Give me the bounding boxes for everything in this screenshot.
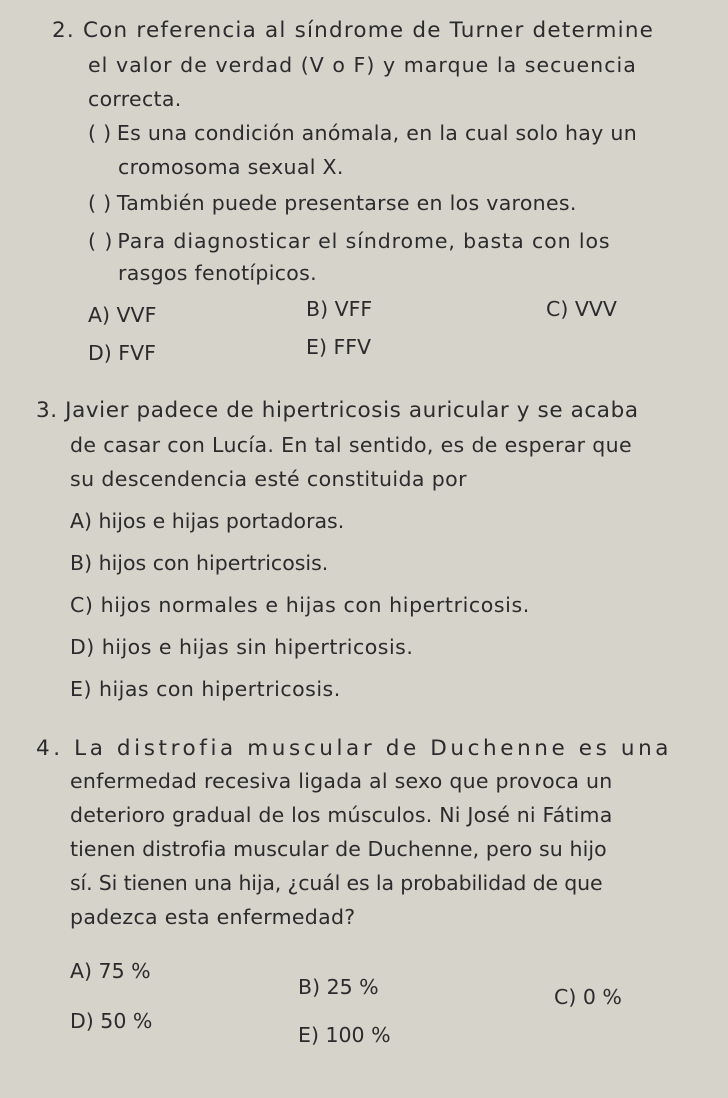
- truth-mark-blank[interactable]: ( ): [88, 121, 112, 145]
- statement-text: Para diagnosticar el síndrome, basta con los: [117, 229, 611, 253]
- q2-option-d[interactable]: D) FVF: [88, 341, 156, 365]
- q4-option-c[interactable]: C) 0 %: [554, 985, 622, 1009]
- q3-line-2: de casar con Lucía. En tal sentido, es de esperar que: [70, 433, 632, 457]
- q4-option-a[interactable]: A) 75 %: [70, 959, 151, 983]
- q2-option-e[interactable]: E) FFV: [306, 335, 372, 359]
- q3-option-d[interactable]: D) hijos e hijas sin hipertricosis.: [70, 635, 414, 659]
- statement-text: También puede presentarse en los varones.: [116, 191, 577, 215]
- q4-option-e[interactable]: E) 100 %: [298, 1023, 391, 1047]
- q2-option-b[interactable]: B) VFF: [306, 297, 373, 321]
- q4-option-d[interactable]: D) 50 %: [70, 1009, 153, 1033]
- q3-line-3: su descendencia esté constituida por: [70, 467, 467, 491]
- q4-line-6: padezca esta enfermedad?: [70, 905, 356, 929]
- q4-line-1: 4. La distrofia muscular de Duchenne es una: [36, 736, 673, 761]
- q4-line-5: sí. Si tienen una hija, ¿cuál es la probabilidad de que: [70, 871, 603, 895]
- q2-statement-1-cont: cromosoma sexual X.: [118, 155, 344, 179]
- q3-option-b[interactable]: B) hijos con hipertricosis.: [70, 551, 329, 575]
- truth-mark-blank[interactable]: ( ): [88, 191, 112, 215]
- q2-statement-3: [88, 228, 611, 254]
- q2-option-c[interactable]: C) VVV: [546, 297, 617, 321]
- statement-text: Es una condición anómala, en la cual solo hay un: [116, 121, 637, 145]
- q2-line-3: correcta.: [88, 87, 182, 111]
- q2-statement-1: [88, 120, 637, 146]
- q2-line-2: el valor de verdad (V o F) y marque la secuencia: [88, 53, 637, 77]
- q3-line-1: 3. Javier padece de hipertricosis auricular y se acaba: [36, 398, 639, 423]
- q4-line-4: tienen distrofia muscular de Duchenne, pero su hijo: [70, 837, 607, 861]
- q3-option-c[interactable]: C) hijos normales e hijas con hipertricosis.: [70, 593, 530, 617]
- q2-statement-3-cont: rasgos fenotípicos.: [118, 261, 317, 285]
- q4-line-2: enfermedad recesiva ligada al sexo que provoca un: [70, 769, 613, 793]
- q2-line-1: 2. Con referencia al síndrome de Turner determine: [52, 18, 655, 43]
- q2-statement-2: [88, 190, 577, 216]
- q4-option-b[interactable]: B) 25 %: [298, 975, 379, 999]
- q3-option-a[interactable]: A) hijos e hijas portadoras.: [70, 509, 345, 533]
- q2-option-a[interactable]: A) VVF: [88, 303, 157, 327]
- q4-line-3: deterioro gradual de los músculos. Ni José ni Fátima: [70, 803, 613, 827]
- truth-mark-blank[interactable]: ( ): [88, 229, 114, 253]
- q3-option-e[interactable]: E) hijas con hipertricosis.: [70, 677, 341, 701]
